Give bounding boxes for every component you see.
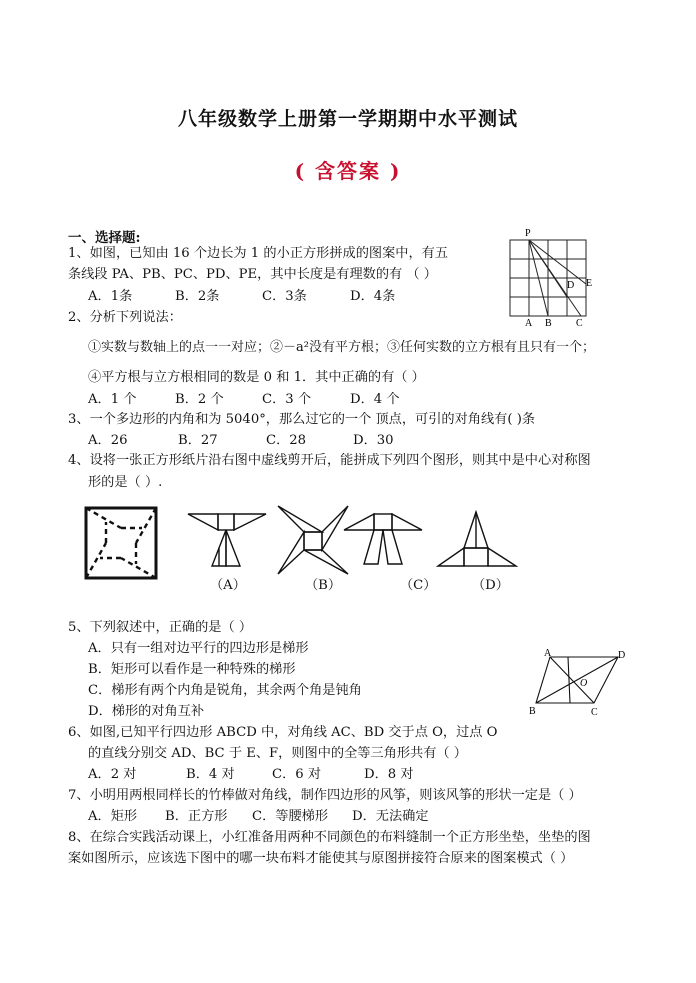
q2-option-b: B．2 个 (175, 392, 224, 407)
q5-option-a: A．只有一组对边平行的四边形是梯形 (88, 641, 309, 656)
q5-option-b: B．矩形可以看作是一种特殊的梯形 (88, 662, 296, 677)
page-subtitle: ( 含答案 ) (294, 159, 402, 183)
label-o: O (580, 678, 588, 689)
label-a: A (525, 318, 533, 329)
q5-option-d: D．梯形的对角互补 (88, 704, 205, 719)
section-heading: 一、选择题: (68, 230, 141, 246)
q2-stem: 2、分析下列说法： (68, 310, 182, 325)
label-e: E (586, 278, 593, 289)
label-c: C (576, 318, 583, 329)
q1-option-a: A．1条 (88, 289, 133, 304)
q3-option-d: D．30 (353, 433, 394, 448)
q1-grid-figure (505, 228, 595, 328)
q7-option-d: D．无法确定 (352, 809, 429, 824)
q2-option-a: A．1 个 (88, 392, 137, 407)
q6-option-c: C．6 对 (272, 767, 322, 782)
label-b: B (529, 706, 536, 717)
q4-label-b: （B） (305, 578, 342, 593)
q6-parallelogram-figure (528, 645, 628, 720)
q8-line2: 案如图所示，应该选下图中的哪一块布料才能使其与原图拼接符合原来的图案模式（ ） (68, 851, 574, 866)
q7-option-a: A．矩形 (88, 809, 138, 824)
q8-line1: 8、在综合实践活动课上，小红准备用两种不同颜色的布料缝制一个正方形坐垫，坐垫的图 (68, 830, 591, 845)
label-a: A (544, 648, 552, 659)
q3-option-b: B．27 (178, 433, 218, 448)
q4-shape-b (278, 506, 350, 576)
q6-option-a: A．2 对 (88, 767, 137, 782)
q3-stem: 3、一个多边形的内角和为 5040°，那么过它的一个 顶点，可引的对角线有( )条 (68, 412, 536, 427)
q6-line1: 6、如图,已知平行四边形 ABCD 中，对角线 AC、BD 交于点 O，过点 O (68, 725, 498, 740)
q7-option-b: B．正方形 (165, 809, 228, 824)
q4-shape-a (188, 510, 270, 570)
q1-line1: 1、如图，已知由 16 个边长为 1 的小正方形拼成的图案中，有五 (68, 246, 449, 261)
q2-line2: ④平方根与立方根相同的数是 0 和 1．其中正确的有（ ） (88, 370, 425, 385)
q6-line2: 的直线分别交 AD、BC 于 E、F，则图中的全等三角形共有（ ） (88, 746, 467, 761)
q4-square-figure (84, 506, 160, 582)
q5-option-c: C．梯形有两个内角是锐角，其余两个角是钝角 (88, 683, 362, 698)
q3-option-a: A．26 (88, 433, 128, 448)
label-b: B (545, 318, 552, 329)
q1-line2: 条线段 PA、PB、PC、PD、PE，其中长度是有理数的有 （ ） (68, 267, 437, 282)
q4-label-c: （C） (400, 578, 437, 593)
q1-option-b: B．2条 (175, 289, 220, 304)
q4-line1: 4、设将一张正方形纸片沿右图中虚线剪开后，能拼成下列四个图形，则其中是中心对称图 (68, 453, 591, 468)
q4-label-d: （D） (472, 578, 509, 593)
q1-option-d: D．4条 (350, 289, 396, 304)
q7-option-c: C．等腰梯形 (252, 809, 329, 824)
q3-option-c: C．28 (266, 433, 307, 448)
q4-shape-c (342, 508, 426, 570)
q5-stem: 5、下列叙述中，正确的是（ ） (68, 620, 253, 635)
q2-line1: ①实数与数轴上的点一一对应；②－a²没有平方根；③任何实数的立方根有且只有一个； (88, 340, 595, 355)
label-p: P (525, 228, 531, 239)
q4-line2: 形的是（ ）. (88, 475, 163, 490)
page-title: 八年级数学上册第一学期期中水平测试 (177, 108, 518, 130)
q1-option-c: C．3条 (262, 289, 307, 304)
q6-option-b: B．4 对 (186, 767, 235, 782)
q6-option-d: D．8 对 (364, 767, 414, 782)
label-c: C (591, 707, 598, 718)
label-d: D (567, 280, 575, 291)
q4-shape-d (436, 510, 520, 570)
q7-stem: 7、小明用两根同样长的竹棒做对角线，制作四边形的风筝，则该风筝的形状一定是（ ） (68, 788, 582, 803)
q2-option-c: C．3 个 (262, 392, 312, 407)
q4-label-a: （A） (210, 578, 246, 593)
label-d: D (618, 650, 626, 661)
q2-option-d: D．4 个 (350, 392, 400, 407)
